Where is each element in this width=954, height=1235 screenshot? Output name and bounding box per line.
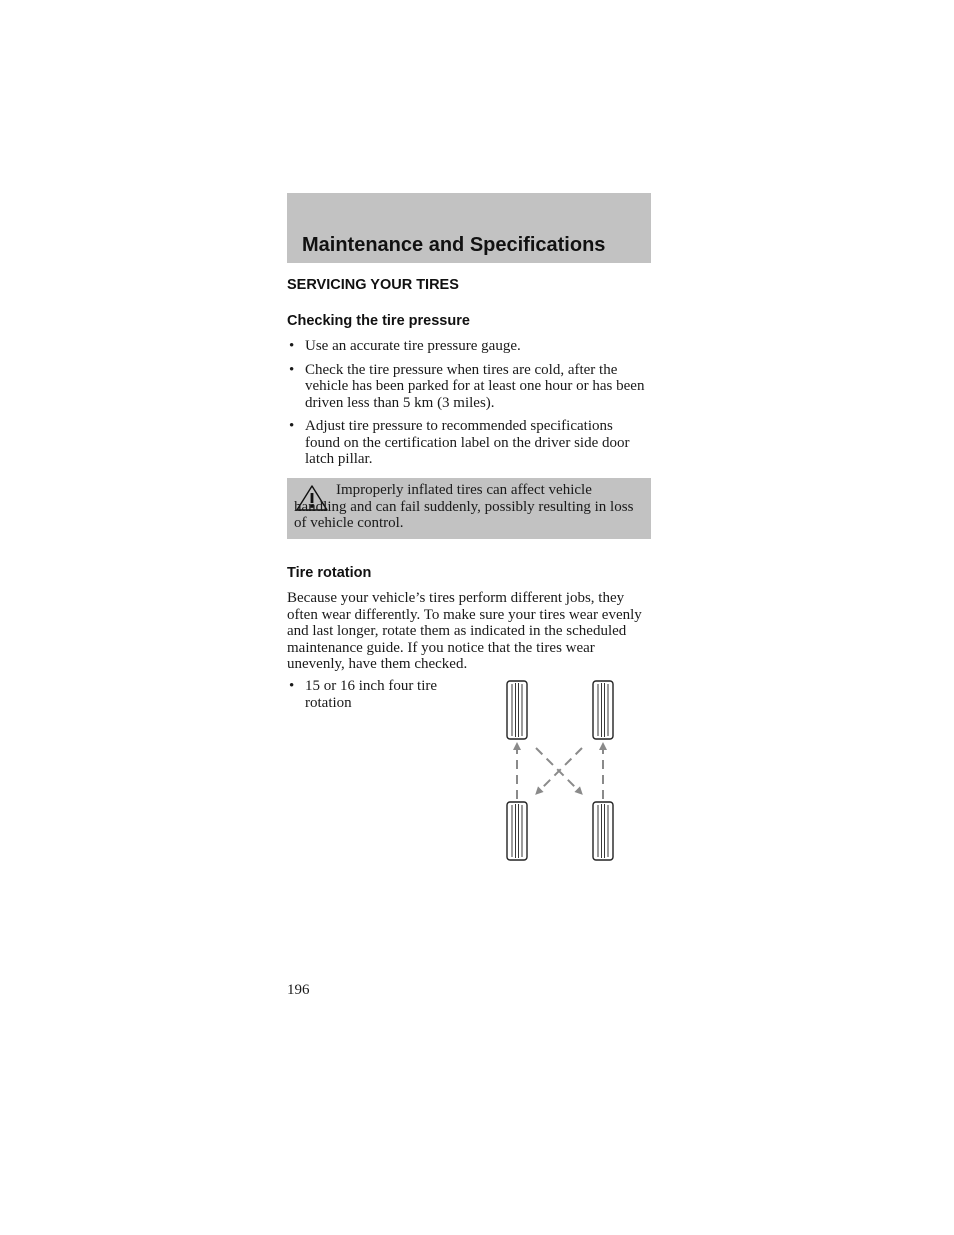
list-item: • Use an accurate tire pressure gauge. [287, 338, 651, 355]
page-title: Maintenance and Specifications [302, 234, 606, 256]
tire-pressure-list [287, 338, 651, 468]
list-item: • Adjust tire pressure to recommended specifications found on the certification label on the driver side door latch pillar. [287, 418, 651, 468]
tire-rotation-list [287, 678, 447, 711]
warning-box [287, 478, 651, 539]
tire-rotation-diagram [500, 678, 620, 864]
tire-front-left-icon [507, 681, 527, 739]
list-item: • Check the tire pressure when tires are cold, after the vehicle has been parked for at least one hour or has been driven less than 5 km (3 miles). [287, 362, 651, 412]
tire-front-right-icon [593, 681, 613, 739]
subheading-tire-pressure: Checking the tire pressure [287, 313, 470, 329]
subheading-tire-rotation: Tire rotation [287, 565, 372, 581]
warning-text: Improperly inflated tires can affect vehicle handling and can fail suddenly, possibly resulting in loss of vehicle control. [294, 482, 634, 531]
arrow-front-right-to-rear-left-icon [538, 748, 582, 792]
tire-rear-left-icon [507, 802, 527, 860]
section-header-band [287, 193, 651, 263]
tire-rear-right-icon [593, 802, 613, 860]
tire-rotation-paragraph: Because your vehicle’s tires perform different jobs, they often wear differently. To make sure your tires wear evenly and last longer, rotate them as indicated in the scheduled maintenance guide. If you notice that the tires wear unevenly, have them checked. [287, 590, 642, 672]
arrow-front-left-to-rear-right-icon [536, 748, 580, 792]
page-number: 196 [287, 982, 310, 998]
list-item: • 15 or 16 inch four tire rotation [287, 678, 447, 711]
section-heading: SERVICING YOUR TIRES [287, 277, 459, 293]
